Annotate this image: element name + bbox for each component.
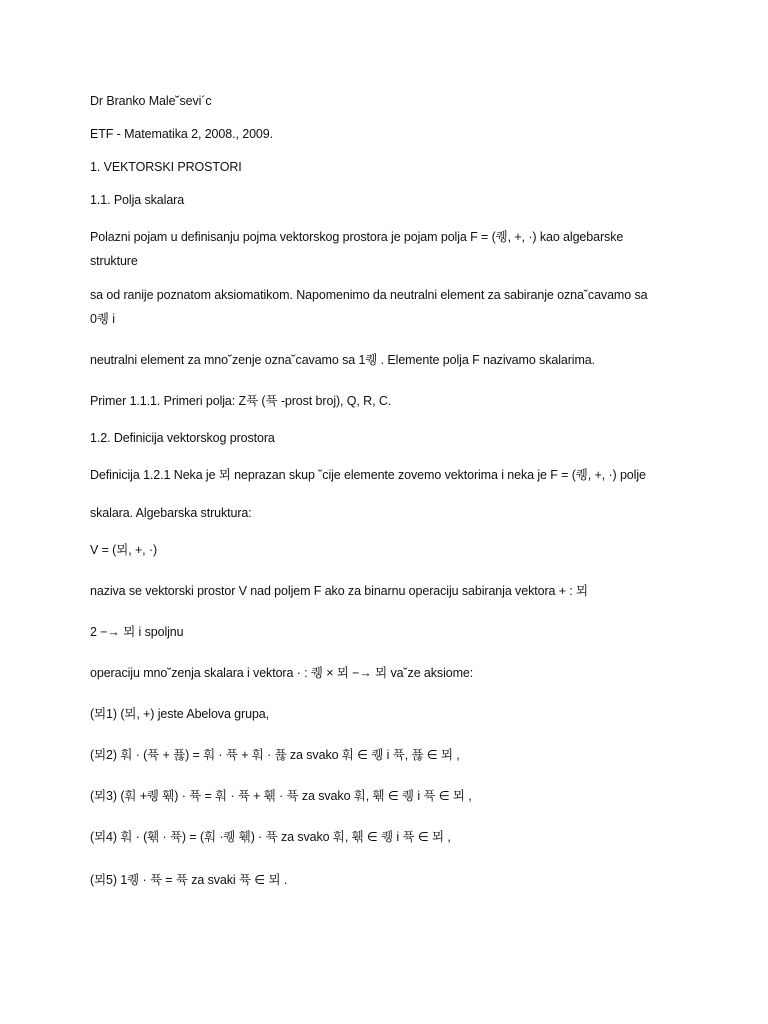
axiom-line: (뫼5) 1퀭 · 퓩 = 퓩 za svaki 퓩 ∈ 뫼 . — [90, 873, 288, 887]
author-line: Dr Branko Male˘sevi´c — [90, 94, 212, 108]
paragraph-line: sa od ranije poznatom aksiomatikom. Napomenimo da neutralni element za sabiranje ozna˘cavamo sa — [90, 288, 648, 302]
definition-line: Definicija 1.2.1 Neka je 뫼 neprazan skup ˘cije elemente zovemo vektorima i neka je F = (퀭, +, ·) polje — [90, 468, 646, 482]
example-line: Primer 1.1.1. Primeri polja: Z퓩 (퓩 -prost broj), Q, R, C. — [90, 394, 392, 408]
paragraph-line: 2 −→ 뫼 i spoljnu — [90, 625, 184, 639]
axiom-line: (뫼4) 훠 · (훾 · 퓩) = (훠 ·퀭 훾) · 퓩 za svako 훠, 훾 ∈ 퀭 i 퓩 ∈ 뫼 , — [90, 830, 451, 844]
paragraph-line: operaciju mno˘zenja skalara i vektora · : 퀭 × 뫼 −→ 뫼 va˘ze aksiome: — [90, 666, 474, 680]
course-line: ETF - Matematika 2, 2008., 2009. — [90, 127, 274, 141]
subsection-heading: 1.1. Polja skalara — [90, 193, 185, 207]
axiom-line: (뫼3) (훠 +퀭 훾) · 퓩 = 훠 · 퓩 + 훾 · 퓩 za svako 훠, 훾 ∈ 퀭 i 퓩 ∈ 뫼 , — [90, 789, 472, 803]
definition-line: skalara. Algebarska struktura: — [90, 506, 252, 520]
axiom-line: (뫼2) 훠 · (퓩 + 퓮) = 훠 · 퓩 + 훠 · 퓮 za svako 훠 ∈ 퀭 i 퓩, 퓮 ∈ 뫼 , — [90, 748, 460, 762]
paragraph-line: Polazni pojam u definisanju pojma vektorskog prostora je pojam polja F = (퀭, +, ·) kao algebarske — [90, 230, 624, 244]
paragraph-line: naziva se vektorski prostor V nad poljem F ako za binarnu operaciju sabiranja vektora + : 뫼 — [90, 584, 589, 598]
paragraph-line: 0퀭 i — [90, 312, 115, 326]
paragraph-line: strukture — [90, 254, 138, 268]
document-page — [90, 0, 730, 1024]
paragraph-line: neutralni element za mno˘zenje ozna˘cavamo sa 1퀭 . Elemente polja F nazivamo skalarima. — [90, 353, 596, 367]
subsection-heading: 1.2. Definicija vektorskog prostora — [90, 431, 275, 445]
section-heading: 1. VEKTORSKI PROSTORI — [90, 160, 242, 174]
formula-line: V = (뫼, +, ·) — [90, 543, 158, 557]
axiom-line: (뫼1) (뫼, +) jeste Abelova grupa, — [90, 707, 270, 721]
